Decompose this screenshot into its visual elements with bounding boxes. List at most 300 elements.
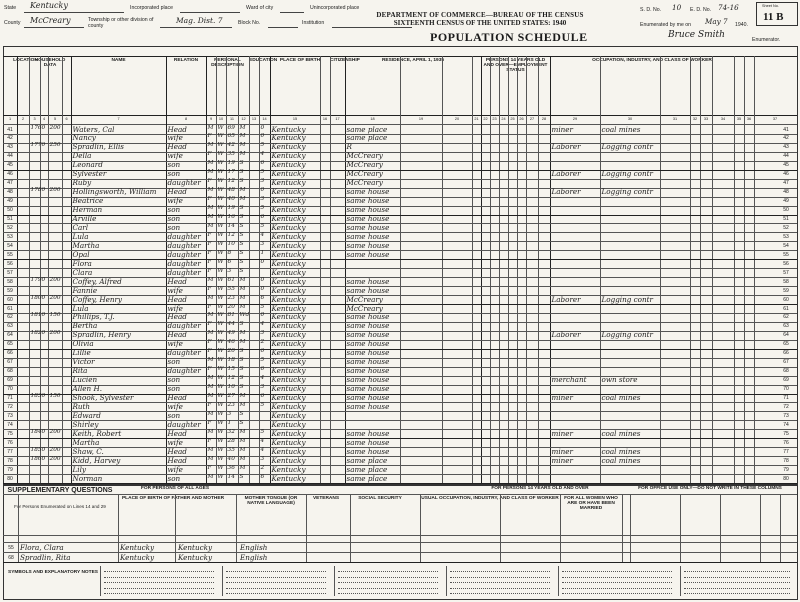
cell-res: McCreary <box>346 151 383 161</box>
cell-res: same house <box>346 249 390 259</box>
cell-name: Beatrice <box>72 196 104 206</box>
notes-rule <box>562 582 672 583</box>
supp-column-divider <box>780 494 781 562</box>
cell-house: 183 <box>30 393 42 399</box>
cell-race: W <box>217 366 224 373</box>
cell-ms: M <box>239 276 246 283</box>
sheet-label: Sheet No. <box>762 4 779 8</box>
cell-house: 185 <box>30 446 42 453</box>
cell-birth: Kentucky <box>271 357 306 367</box>
cell-sex: F <box>207 151 212 158</box>
cell-grade: 3 <box>260 455 265 462</box>
cell-birth: Kentucky <box>271 464 306 474</box>
row-number-right: 61 <box>783 305 789 312</box>
supp-column-divider <box>680 494 681 562</box>
cell-birth: Kentucky <box>271 178 306 188</box>
cell-ms: M <box>239 446 246 453</box>
cell-birth: Kentucky <box>271 142 306 152</box>
cell-res: same house <box>346 339 390 349</box>
row-line <box>3 223 797 224</box>
cell-birth: Kentucky <box>271 294 306 304</box>
cell-rel: Head <box>167 455 187 465</box>
cell-birth: Kentucky <box>271 446 306 456</box>
cell-name: Sylvester <box>72 169 107 179</box>
cell-sex: F <box>207 196 212 203</box>
band-usual: USUAL OCCUPATION, INDUSTRY, AND CLASS OF WORKER <box>421 496 559 501</box>
row-number-right: 58 <box>783 278 789 285</box>
notes-rule <box>562 593 672 594</box>
column-number: 21 <box>474 117 479 121</box>
cell-value: 200 <box>49 446 61 453</box>
cell-ms: S <box>239 410 244 417</box>
cell-race: W <box>217 348 224 355</box>
cell-res: same house <box>346 366 390 376</box>
supp-band-line <box>3 494 797 495</box>
cell-name: Shirley <box>72 419 99 429</box>
sheet-value: 11 B <box>763 11 784 23</box>
cell-res: same place <box>346 133 388 143</box>
column-number: 37 <box>772 117 778 121</box>
cell-res: same house <box>346 437 390 447</box>
notes-rule <box>104 593 214 594</box>
cell-ms: M <box>239 303 246 310</box>
cell-occ: miner <box>551 455 573 465</box>
cell-name: Arville <box>72 214 97 223</box>
row-number: 69 <box>7 377 13 384</box>
cell-grade: 3 <box>260 240 265 247</box>
cell-rel: daughter <box>167 366 201 376</box>
cell-sex: M <box>207 169 214 176</box>
row-line <box>3 295 797 296</box>
cell-race: W <box>217 428 224 435</box>
incorporated-label: Incorporated place <box>130 5 173 11</box>
cell-name: Bertha <box>72 321 98 331</box>
cell-ind: coal mines <box>601 446 641 456</box>
cell-age: 20 <box>227 348 235 355</box>
row-number: 73 <box>7 412 13 419</box>
row-number-right: 71 <box>783 395 789 401</box>
cell-ms: M <box>239 428 246 435</box>
notes-rule <box>104 582 214 583</box>
row-number: 58 <box>7 278 13 285</box>
cell-race: W <box>217 178 224 185</box>
cell-race: W <box>217 330 224 337</box>
cell-name: Kidd, Harvey <box>72 455 121 465</box>
cell-no: 0 <box>41 276 46 283</box>
cell-age: 19 <box>227 205 235 212</box>
row-line <box>3 429 797 430</box>
row-number: 48 <box>7 189 13 196</box>
cell-race: W <box>217 151 224 158</box>
column-group-label: PLACE OF BIRTH <box>279 58 321 63</box>
cell-rel: son <box>167 205 181 215</box>
supp-cell-lang: English <box>240 553 268 562</box>
enumerated-year: 1940. <box>735 22 748 28</box>
cell-value: 200 <box>49 455 61 462</box>
row-line <box>3 349 797 350</box>
cell-no: 0 <box>41 446 46 453</box>
cell-no: 0 <box>41 393 46 399</box>
enumerated-label: Enumerated by me on <box>640 22 692 28</box>
cell-name: Hollingsworth, William <box>72 187 157 197</box>
column-group-label: LOCATION <box>13 58 38 63</box>
cell-race: W <box>217 401 224 408</box>
supp-cell-n: 68 <box>8 555 14 561</box>
supp-column-divider <box>560 494 561 562</box>
supp-cell-father: Kentucky <box>120 543 155 552</box>
cell-sex: M <box>207 375 214 382</box>
row-number: 56 <box>7 260 13 267</box>
cell-age: 81 <box>227 312 235 319</box>
cell-ms: S <box>239 178 244 185</box>
cell-name: Phillips, T.J. <box>72 312 115 322</box>
ward-underline <box>280 12 304 13</box>
cell-rel: daughter <box>167 258 201 268</box>
column-number: 8 <box>184 117 188 121</box>
cell-house: 180 <box>30 294 42 301</box>
cell-race: W <box>217 312 224 319</box>
row-line <box>3 411 797 412</box>
cell-grade: 4 <box>260 151 265 158</box>
cell-sex: M <box>207 294 214 301</box>
cell-house: 177 <box>30 142 42 149</box>
row-number-right: 74 <box>783 421 789 428</box>
row-number-right: 75 <box>783 430 789 437</box>
row-number: 66 <box>7 350 13 357</box>
department-line: DEPARTMENT OF COMMERCE—BUREAU OF THE CENSUS <box>376 11 584 19</box>
cell-grade: 4 <box>260 375 265 382</box>
row-number-right: 42 <box>783 135 789 142</box>
cell-birth: Kentucky <box>271 276 306 286</box>
row-number: 53 <box>7 233 13 240</box>
column-number: 20 <box>454 117 460 121</box>
cell-name: Della <box>72 151 92 161</box>
cell-grade: 0 <box>260 258 265 265</box>
row-number: 64 <box>7 332 13 339</box>
cell-name: Spradlin, Henry <box>72 330 131 340</box>
cell-ms: M <box>239 285 246 292</box>
supp-column-divider <box>18 494 19 562</box>
column-number: 18 <box>370 117 375 121</box>
enumerator-label: Enumerator. <box>752 37 781 43</box>
row-line <box>3 322 797 323</box>
cell-ms: M <box>239 437 246 444</box>
cell-age: 12 <box>227 178 235 185</box>
cell-res: McCreary <box>346 294 383 304</box>
cell-grade: 0 <box>260 285 265 292</box>
cell-grade: 2 <box>260 339 265 346</box>
supp-column-divider <box>760 494 761 562</box>
cell-house: 184 <box>30 428 42 435</box>
cell-ms: S <box>239 249 244 256</box>
cell-race: W <box>217 455 224 462</box>
row-line <box>3 474 797 475</box>
column-number: 5 <box>53 117 57 121</box>
cell-rel: Head <box>167 187 187 197</box>
notes-divider <box>100 566 101 596</box>
column-number: 30 <box>627 117 633 121</box>
cell-race: W <box>217 321 224 328</box>
cell-birth: Kentucky <box>271 410 306 420</box>
column-number: 27 <box>529 117 535 121</box>
supp-cell-name: Spradlin, Rita <box>20 553 71 562</box>
cell-name: Flora <box>72 258 92 268</box>
cell-birth: Kentucky <box>271 169 306 179</box>
cell-res: same house <box>346 196 390 206</box>
cell-res: same house <box>346 312 390 322</box>
cell-ms: S <box>239 375 244 382</box>
cell-race: W <box>217 142 224 149</box>
cell-birth: Kentucky <box>271 205 306 215</box>
cell-occ: miner <box>551 124 573 134</box>
cell-rel: son <box>167 214 181 223</box>
cell-rel: son <box>167 375 181 385</box>
cell-grade: 5 <box>260 428 265 435</box>
county-value: McCreary <box>30 16 71 25</box>
state-underline <box>24 12 124 13</box>
cell-name: Leonard <box>72 160 103 170</box>
cell-birth: Kentucky <box>271 312 306 322</box>
cell-age: 18 <box>227 357 235 364</box>
cell-res: same house <box>346 384 390 394</box>
cell-birth: Kentucky <box>271 196 306 206</box>
cell-name: Lula <box>72 231 89 241</box>
cell-sex: F <box>207 133 212 140</box>
cell-no: 0 <box>41 187 46 194</box>
cell-age: 17 <box>227 169 235 176</box>
cell-res: same house <box>346 276 390 286</box>
notes-rule <box>104 588 214 589</box>
cell-age: 36 <box>227 464 235 471</box>
cell-birth: Kentucky <box>271 401 306 411</box>
column-number: 3 <box>33 117 36 121</box>
band-social: SOCIAL SECURITY <box>358 496 402 501</box>
row-number: 78 <box>7 457 13 464</box>
notes-rule <box>684 588 790 589</box>
cell-birth: Kentucky <box>271 437 306 447</box>
county-label: County <box>4 20 21 26</box>
row-number-right: 48 <box>783 189 789 196</box>
notes-rule <box>684 577 790 578</box>
cell-name: Herman <box>72 205 103 215</box>
column-number: 25 <box>510 117 515 121</box>
row-number: 52 <box>7 224 13 231</box>
cell-rel: son <box>167 384 181 394</box>
cell-rel: wife <box>167 196 183 206</box>
cell-sex: F <box>207 178 212 185</box>
cell-sex: M <box>207 312 214 319</box>
cell-sex: M <box>207 205 214 212</box>
row-number: 41 <box>7 126 13 133</box>
cell-age: 19 <box>227 160 235 167</box>
cell-ms: M <box>239 124 246 131</box>
cell-name: Carl <box>72 222 89 232</box>
row-line <box>3 304 797 305</box>
cell-name: Edward <box>72 410 101 420</box>
cell-race: W <box>217 169 224 176</box>
cell-race: W <box>217 249 224 256</box>
column-number: 15 <box>292 117 298 121</box>
band-persons-all: FOR PERSONS OF ALL AGES <box>140 486 210 491</box>
cell-birth: Kentucky <box>271 160 306 170</box>
supp-column-divider <box>720 494 721 562</box>
cell-grade: 6 <box>260 393 265 399</box>
cell-name: Shook, Sylvester <box>72 393 134 402</box>
cell-res: same house <box>346 393 390 402</box>
notes-rule <box>226 577 326 578</box>
cell-ms: S <box>239 205 244 212</box>
cell-res: McCreary <box>346 169 383 179</box>
cell-ms: S <box>239 258 244 265</box>
cell-occ: miner <box>551 446 573 456</box>
cell-race: W <box>217 303 224 310</box>
cell-birth: Kentucky <box>271 419 306 429</box>
cell-grade: 4 <box>260 321 265 328</box>
band-persons14: FOR PERSONS 14 YEARS OLD AND OVER <box>491 486 589 491</box>
cell-age: 10 <box>227 384 235 391</box>
cell-birth: Kentucky <box>271 258 306 268</box>
cell-ms: S <box>239 267 244 274</box>
row-number-right: 47 <box>783 180 789 187</box>
cell-ind: coal mines <box>601 455 641 465</box>
cell-age: 40 <box>227 455 235 462</box>
cell-birth: Kentucky <box>271 231 306 241</box>
cell-ms: M <box>239 339 246 346</box>
cell-rel: Head <box>167 393 187 402</box>
column-number: 36 <box>746 117 752 121</box>
row-line <box>3 215 797 216</box>
row-number-right: 70 <box>783 386 789 393</box>
cell-ms: S <box>239 240 244 247</box>
cell-name: Martha <box>72 437 100 447</box>
cell-sex: M <box>207 214 214 220</box>
cell-name: Martha <box>72 240 100 250</box>
supp-column-divider <box>236 494 237 562</box>
cell-rel: wife <box>167 133 183 143</box>
supp-column-divider <box>306 494 307 562</box>
cell-birth: Kentucky <box>271 222 306 232</box>
row-number-right: 53 <box>783 233 789 240</box>
row-number-right: 64 <box>783 332 789 339</box>
row-number: 47 <box>7 180 13 187</box>
cell-grade: 4 <box>260 446 265 453</box>
row-line <box>3 438 797 439</box>
cell-ind: Logging contr <box>601 142 653 152</box>
cell-birth: Kentucky <box>271 187 306 197</box>
supp-column-divider <box>500 494 501 562</box>
row-number: 60 <box>7 296 13 303</box>
row-number-right: 49 <box>783 198 789 205</box>
cell-age: 28 <box>227 437 235 444</box>
notes-rule <box>562 577 672 578</box>
cell-no: 0 <box>41 294 46 301</box>
cell-age: 14 <box>227 473 235 480</box>
cell-age: 15 <box>227 366 235 373</box>
notes-divider <box>222 566 223 596</box>
row-number: 68 <box>7 368 13 375</box>
supp-column-divider <box>420 494 421 562</box>
cell-sex: F <box>207 321 212 328</box>
row-number: 74 <box>7 421 13 428</box>
row-line <box>3 340 797 341</box>
row-number: 79 <box>7 466 13 473</box>
cell-grade: 4 <box>260 437 265 444</box>
cell-res: same place <box>346 455 388 465</box>
cell-race: W <box>217 222 224 229</box>
column-number: 17 <box>335 117 340 121</box>
cell-age: 49 <box>227 330 235 337</box>
header-center <box>330 2 630 27</box>
cell-res: McCreary <box>346 160 383 170</box>
notes-rule <box>338 593 438 594</box>
cell-grade: 0 <box>260 133 265 140</box>
column-group-label: PERSONAL DESCRIPTION <box>211 58 244 68</box>
row-number: 49 <box>7 198 13 205</box>
row-number: 59 <box>7 287 13 294</box>
row-number-right: 68 <box>783 368 789 375</box>
supp-row-line-2 <box>3 562 797 563</box>
cell-birth: Kentucky <box>271 455 306 465</box>
cell-value: 150 <box>49 393 61 399</box>
cell-grade: 0 <box>260 312 265 319</box>
band-veterans: VETERANS <box>312 496 340 501</box>
row-number-right: 65 <box>783 341 789 348</box>
cell-res: same house <box>346 214 390 223</box>
cell-grade: 6 <box>260 366 265 373</box>
row-line <box>3 250 797 251</box>
notes-rule <box>450 593 550 594</box>
cell-ind: Logging contr <box>601 330 653 340</box>
cell-ms: M <box>239 455 246 462</box>
column-number: 6 <box>65 117 68 121</box>
cell-sex: M <box>207 428 214 435</box>
cell-ind: coal mines <box>601 124 641 134</box>
column-group-label: CITIZENSHIP <box>330 58 360 63</box>
cell-rel: wife <box>167 151 183 161</box>
cell-sex: M <box>207 187 214 194</box>
row-line <box>3 241 797 242</box>
cell-birth: Kentucky <box>271 393 306 402</box>
ed-label: E. D. No. <box>690 7 712 13</box>
cell-sex: F <box>207 366 212 373</box>
column-number: 14 <box>262 117 267 121</box>
cell-age: 61 <box>227 276 235 283</box>
cell-value: 200 <box>49 187 61 194</box>
cell-no: 0 <box>41 428 46 435</box>
cell-sex: F <box>207 401 212 408</box>
row-number: 70 <box>7 386 13 393</box>
row-line <box>3 170 797 171</box>
row-line <box>3 197 797 198</box>
cell-age: 46 <box>227 339 235 346</box>
row-number: 67 <box>7 359 13 366</box>
ed-value: 74-16 <box>718 3 739 12</box>
cell-grade: 6 <box>260 160 265 167</box>
cell-rel: wife <box>167 339 183 349</box>
cell-grade: 0 <box>260 187 265 194</box>
cell-age: 32 <box>227 428 235 435</box>
row-number-right: 55 <box>783 251 789 258</box>
supp-cell-n: 55 <box>8 545 14 551</box>
row-line <box>3 206 797 207</box>
cell-name: Lula <box>72 303 89 313</box>
cell-sex: M <box>207 384 214 391</box>
cell-race: W <box>217 410 224 417</box>
cell-grade: 3 <box>260 178 265 185</box>
row-number-right: 54 <box>783 242 789 249</box>
column-number: 23 <box>492 117 497 121</box>
column-number: 19 <box>418 117 424 121</box>
